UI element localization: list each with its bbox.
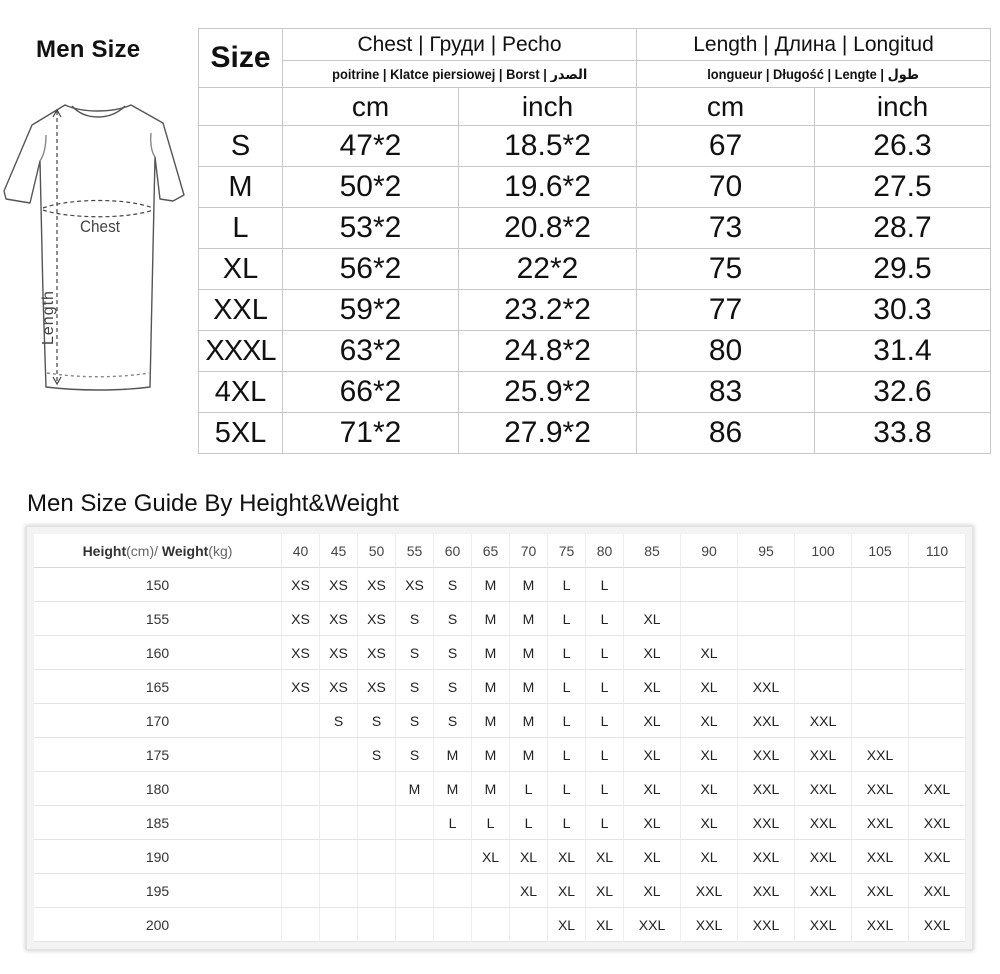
recommended-size-cell: M	[472, 670, 510, 704]
recommended-size-cell	[852, 602, 909, 636]
chest-translations	[283, 61, 637, 88]
weight-header-cell: 90	[681, 534, 738, 568]
tshirt-figure	[0, 95, 190, 395]
recommended-size-cell: S	[434, 602, 472, 636]
chest-inch-cell: 23.2*2	[459, 290, 637, 331]
size-row	[199, 126, 991, 167]
recommended-size-cell: XL	[586, 840, 624, 874]
recommended-size-cell	[396, 840, 434, 874]
recommended-size-cell: L	[548, 636, 586, 670]
recommended-size-cell: XL	[624, 602, 681, 636]
chest-cm-cell: 53*2	[283, 208, 459, 249]
length-cm-cell: 80	[637, 331, 815, 372]
length-inch-cell: 28.7	[815, 208, 991, 249]
recommended-size-cell: XL	[548, 840, 586, 874]
size-row	[199, 249, 991, 290]
recommended-size-cell: XS	[320, 568, 358, 602]
recommended-size-cell: XL	[681, 704, 738, 738]
recommended-size-cell: XXL	[795, 874, 852, 908]
guide-row	[34, 806, 966, 840]
recommended-size-cell	[510, 908, 548, 942]
recommended-size-cell: L	[548, 806, 586, 840]
recommended-size-cell: XL	[624, 636, 681, 670]
recommended-size-cell: S	[396, 602, 434, 636]
height-cell: 195	[34, 874, 282, 908]
chest-cm-cell: 66*2	[283, 372, 459, 413]
recommended-size-cell: XL	[510, 874, 548, 908]
recommended-size-cell: S	[358, 704, 396, 738]
recommended-size-cell: XXL	[738, 704, 795, 738]
length-inch-cell: 27.5	[815, 167, 991, 208]
recommended-size-cell	[282, 806, 320, 840]
length-cm-cell: 70	[637, 167, 815, 208]
chest-inch-cell: 24.8*2	[459, 331, 637, 372]
length-inch-cell: 26.3	[815, 126, 991, 167]
recommended-size-cell: XXL	[852, 840, 909, 874]
recommended-size-cell	[358, 874, 396, 908]
recommended-size-cell: XXL	[852, 738, 909, 772]
recommended-size-cell: S	[396, 704, 434, 738]
recommended-size-cell: M	[510, 738, 548, 772]
guide-row	[34, 908, 966, 942]
size-row	[199, 208, 991, 249]
recommended-size-cell: XS	[320, 636, 358, 670]
recommended-size-cell: XXL	[738, 908, 795, 942]
recommended-size-cell: XL	[586, 908, 624, 942]
height-cell: 200	[34, 908, 282, 942]
recommended-size-cell: XXL	[852, 772, 909, 806]
chest-inch-cell: 20.8*2	[459, 208, 637, 249]
recommended-size-cell	[282, 840, 320, 874]
guide-row	[34, 670, 966, 704]
recommended-size-cell: XXL	[795, 772, 852, 806]
guide-row	[34, 874, 966, 908]
recommended-size-cell: L	[510, 772, 548, 806]
recommended-size-cell: XL	[624, 738, 681, 772]
weight-header-cell: 95	[738, 534, 795, 568]
recommended-size-cell: S	[434, 704, 472, 738]
recommended-size-cell: M	[434, 772, 472, 806]
height-weight-table	[34, 534, 966, 942]
chest-inch-cell: 18.5*2	[459, 126, 637, 167]
recommended-size-cell: S	[396, 636, 434, 670]
weight-word: Weight	[161, 542, 209, 559]
guide-row	[34, 738, 966, 772]
unit-chest-cm: cm	[283, 88, 459, 126]
recommended-size-cell: XL	[681, 806, 738, 840]
weight-header-cell: 45	[320, 534, 358, 568]
recommended-size-cell: XL	[681, 670, 738, 704]
length-cm-cell: 67	[637, 126, 815, 167]
recommended-size-cell	[434, 840, 472, 874]
guide-row	[34, 840, 966, 874]
size-label-cell: L	[199, 208, 283, 249]
height-cell: 185	[34, 806, 282, 840]
recommended-size-cell: XL	[548, 874, 586, 908]
recommended-size-cell: XL	[624, 806, 681, 840]
height-cell: 150	[34, 568, 282, 602]
recommended-size-cell: L	[548, 738, 586, 772]
recommended-size-cell: L	[434, 806, 472, 840]
recommended-size-cell: M	[434, 738, 472, 772]
recommended-size-cell: M	[472, 568, 510, 602]
chest-cm-cell: 56*2	[283, 249, 459, 290]
recommended-size-cell: M	[396, 772, 434, 806]
recommended-size-cell	[795, 636, 852, 670]
recommended-size-cell	[738, 636, 795, 670]
weight-header-cell: 60	[434, 534, 472, 568]
height-cell: 165	[34, 670, 282, 704]
guide-panel	[26, 526, 973, 950]
weight-unit: (kg)	[208, 542, 233, 559]
recommended-size-cell: XXL	[852, 874, 909, 908]
recommended-size-cell: L	[548, 602, 586, 636]
recommended-size-cell	[681, 568, 738, 602]
weight-header-cell: 75	[548, 534, 586, 568]
recommended-size-cell: L	[586, 772, 624, 806]
guide-row	[34, 772, 966, 806]
weight-header-cell: 65	[472, 534, 510, 568]
recommended-size-cell	[909, 636, 966, 670]
recommended-size-cell: XXL	[909, 874, 966, 908]
recommended-size-cell	[795, 670, 852, 704]
recommended-size-cell: XL	[510, 840, 548, 874]
recommended-size-cell: XL	[681, 840, 738, 874]
size-label-cell: XXXL	[199, 331, 283, 372]
height-word: Height	[82, 542, 127, 559]
recommended-size-cell: XS	[320, 670, 358, 704]
recommended-size-cell: XL	[624, 772, 681, 806]
height-cell: 155	[34, 602, 282, 636]
recommended-size-cell: XXL	[738, 670, 795, 704]
recommended-size-cell	[795, 602, 852, 636]
recommended-size-cell	[434, 874, 472, 908]
recommended-size-cell	[909, 568, 966, 602]
recommended-size-cell: L	[586, 806, 624, 840]
recommended-size-cell: XS	[358, 568, 396, 602]
weight-header-cell: 55	[396, 534, 434, 568]
tshirt-outline-icon	[0, 95, 190, 395]
recommended-size-cell: L	[472, 806, 510, 840]
size-label-cell: 5XL	[199, 413, 283, 454]
recommended-size-cell	[320, 840, 358, 874]
recommended-size-cell: XL	[548, 908, 586, 942]
recommended-size-cell: L	[586, 704, 624, 738]
recommended-size-cell: XXL	[909, 840, 966, 874]
recommended-size-cell: M	[472, 636, 510, 670]
recommended-size-cell	[795, 568, 852, 602]
guide-row	[34, 602, 966, 636]
recommended-size-cell: M	[510, 704, 548, 738]
size-label-cell: 4XL	[199, 372, 283, 413]
recommended-size-cell	[624, 568, 681, 602]
weight-header-cell: 105	[852, 534, 909, 568]
recommended-size-cell: XXL	[852, 806, 909, 840]
length-translations	[637, 61, 991, 88]
recommended-size-cell: S	[396, 670, 434, 704]
recommended-size-cell: XS	[282, 636, 320, 670]
size-label-cell: M	[199, 167, 283, 208]
length-cm-cell: 86	[637, 413, 815, 454]
recommended-size-cell: XS	[282, 568, 320, 602]
length-inch-cell: 32.6	[815, 372, 991, 413]
recommended-size-cell: XS	[358, 636, 396, 670]
recommended-size-cell	[738, 602, 795, 636]
recommended-size-cell: M	[510, 636, 548, 670]
recommended-size-cell: XXL	[852, 908, 909, 942]
chest-measure-label: Chest	[80, 217, 120, 236]
recommended-size-cell	[852, 636, 909, 670]
recommended-size-cell	[396, 908, 434, 942]
size-measurement-table	[198, 28, 991, 454]
size-row	[199, 331, 991, 372]
recommended-size-cell: L	[548, 704, 586, 738]
recommended-size-cell: XS	[358, 602, 396, 636]
recommended-size-cell: XL	[624, 874, 681, 908]
recommended-size-cell: XXL	[738, 874, 795, 908]
chest-inch-cell: 22*2	[459, 249, 637, 290]
recommended-size-cell: XL	[586, 874, 624, 908]
recommended-size-cell: XL	[472, 840, 510, 874]
weight-header-cell: 110	[909, 534, 966, 568]
recommended-size-cell: S	[434, 670, 472, 704]
recommended-size-cell	[358, 806, 396, 840]
weight-header-cell: 100	[795, 534, 852, 568]
recommended-size-cell	[282, 874, 320, 908]
unit-length-inch: inch	[815, 88, 991, 126]
length-cm-cell: 75	[637, 249, 815, 290]
recommended-size-cell: M	[472, 704, 510, 738]
size-label-cell: S	[199, 126, 283, 167]
height-cell: 190	[34, 840, 282, 874]
recommended-size-cell: XS	[282, 602, 320, 636]
recommended-size-cell: L	[510, 806, 548, 840]
size-row	[199, 290, 991, 331]
height-cell: 170	[34, 704, 282, 738]
size-row	[199, 167, 991, 208]
recommended-size-cell: XS	[396, 568, 434, 602]
chest-cm-cell: 50*2	[283, 167, 459, 208]
chest-inch-cell: 27.9*2	[459, 413, 637, 454]
recommended-size-cell: XL	[681, 772, 738, 806]
recommended-size-cell	[852, 670, 909, 704]
recommended-size-cell: XXL	[795, 704, 852, 738]
weight-header-cell: 80	[586, 534, 624, 568]
recommended-size-cell	[358, 908, 396, 942]
recommended-size-cell: L	[586, 738, 624, 772]
length-header: Length | Длина | Longitud	[637, 29, 991, 61]
recommended-size-cell: S	[434, 568, 472, 602]
weight-header-cell: 85	[624, 534, 681, 568]
guide-title: Men Size Guide By Height&Weight	[27, 490, 399, 517]
recommended-size-cell	[320, 908, 358, 942]
recommended-size-cell	[320, 772, 358, 806]
recommended-size-cell: M	[472, 738, 510, 772]
weight-header-cell: 40	[282, 534, 320, 568]
recommended-size-cell: L	[586, 602, 624, 636]
recommended-size-cell: M	[472, 772, 510, 806]
size-row	[199, 413, 991, 454]
height-cell: 160	[34, 636, 282, 670]
recommended-size-cell	[909, 670, 966, 704]
length-cm-cell: 77	[637, 290, 815, 331]
length-cm-cell: 73	[637, 208, 815, 249]
recommended-size-cell: S	[396, 738, 434, 772]
recommended-size-cell: XXL	[738, 840, 795, 874]
recommended-size-cell: XL	[624, 704, 681, 738]
recommended-size-cell: XXL	[909, 908, 966, 942]
chest-cm-cell: 63*2	[283, 331, 459, 372]
recommended-size-cell: XXL	[909, 772, 966, 806]
recommended-size-cell: XL	[681, 738, 738, 772]
length-inch-cell: 29.5	[815, 249, 991, 290]
chest-translations-text: poitrine | Klatce piersiowej | Borst | الصدر	[331, 65, 588, 82]
recommended-size-cell	[320, 874, 358, 908]
recommended-size-cell: XL	[624, 840, 681, 874]
chest-cm-cell: 71*2	[283, 413, 459, 454]
recommended-size-cell	[681, 602, 738, 636]
recommended-size-cell	[909, 704, 966, 738]
unit-length-cm: cm	[637, 88, 815, 126]
weight-header-cell: 70	[510, 534, 548, 568]
recommended-size-cell: XXL	[681, 874, 738, 908]
guide-row	[34, 704, 966, 738]
length-measure-label: Length	[40, 290, 57, 345]
length-cm-cell: 83	[637, 372, 815, 413]
recommended-size-cell: XXL	[795, 806, 852, 840]
recommended-size-cell: XL	[681, 636, 738, 670]
recommended-size-cell	[358, 772, 396, 806]
recommended-size-cell: XS	[282, 670, 320, 704]
recommended-size-cell: L	[548, 670, 586, 704]
height-weight-corner	[34, 534, 282, 568]
recommended-size-cell	[282, 772, 320, 806]
recommended-size-cell	[434, 908, 472, 942]
recommended-size-cell: M	[510, 670, 548, 704]
recommended-size-cell: XXL	[738, 806, 795, 840]
recommended-size-cell: XXL	[681, 908, 738, 942]
recommended-size-cell	[738, 568, 795, 602]
guide-row	[34, 636, 966, 670]
recommended-size-cell	[320, 806, 358, 840]
recommended-size-cell	[472, 874, 510, 908]
recommended-size-cell: XXL	[738, 738, 795, 772]
men-size-title: Men Size	[36, 36, 141, 63]
recommended-size-cell: L	[548, 568, 586, 602]
recommended-size-cell: L	[586, 670, 624, 704]
unit-chest-inch: inch	[459, 88, 637, 126]
recommended-size-cell	[852, 704, 909, 738]
chest-cm-cell: 47*2	[283, 126, 459, 167]
size-label-cell: XL	[199, 249, 283, 290]
recommended-size-cell	[909, 602, 966, 636]
recommended-size-cell	[282, 704, 320, 738]
length-translations-text: longueur | Długość | Lengte | طول	[707, 65, 920, 82]
height-unit: (cm)/	[126, 542, 162, 559]
recommended-size-cell: XXL	[738, 772, 795, 806]
recommended-size-cell	[472, 908, 510, 942]
recommended-size-cell: M	[510, 568, 548, 602]
recommended-size-cell	[282, 738, 320, 772]
recommended-size-cell	[852, 568, 909, 602]
chest-cm-cell: 59*2	[283, 290, 459, 331]
length-inch-cell: 30.3	[815, 290, 991, 331]
recommended-size-cell: M	[510, 602, 548, 636]
size-label-cell: XXL	[199, 290, 283, 331]
recommended-size-cell: XXL	[795, 840, 852, 874]
chest-header: Chest | Груди | Pecho	[283, 29, 637, 61]
recommended-size-cell	[909, 738, 966, 772]
length-inch-cell: 31.4	[815, 331, 991, 372]
size-row	[199, 372, 991, 413]
recommended-size-cell: XXL	[909, 806, 966, 840]
recommended-size-cell	[396, 806, 434, 840]
height-cell: 180	[34, 772, 282, 806]
recommended-size-cell: XS	[320, 602, 358, 636]
unit-blank-cell	[199, 88, 283, 126]
recommended-size-cell: L	[586, 568, 624, 602]
recommended-size-cell: S	[358, 738, 396, 772]
recommended-size-cell: XXL	[795, 738, 852, 772]
recommended-size-cell: S	[320, 704, 358, 738]
recommended-size-cell: S	[434, 636, 472, 670]
weight-header-cell: 50	[358, 534, 396, 568]
size-column-header: Size	[199, 29, 283, 88]
chest-inch-cell: 25.9*2	[459, 372, 637, 413]
recommended-size-cell: XXL	[795, 908, 852, 942]
recommended-size-cell	[396, 874, 434, 908]
guide-row	[34, 568, 966, 602]
recommended-size-cell	[358, 840, 396, 874]
recommended-size-cell: XXL	[624, 908, 681, 942]
height-cell: 175	[34, 738, 282, 772]
recommended-size-cell: M	[472, 602, 510, 636]
recommended-size-cell	[282, 908, 320, 942]
recommended-size-cell: XS	[358, 670, 396, 704]
recommended-size-cell: XL	[624, 670, 681, 704]
chest-inch-cell: 19.6*2	[459, 167, 637, 208]
length-inch-cell: 33.8	[815, 413, 991, 454]
recommended-size-cell	[320, 738, 358, 772]
recommended-size-cell: L	[548, 772, 586, 806]
recommended-size-cell: L	[586, 636, 624, 670]
